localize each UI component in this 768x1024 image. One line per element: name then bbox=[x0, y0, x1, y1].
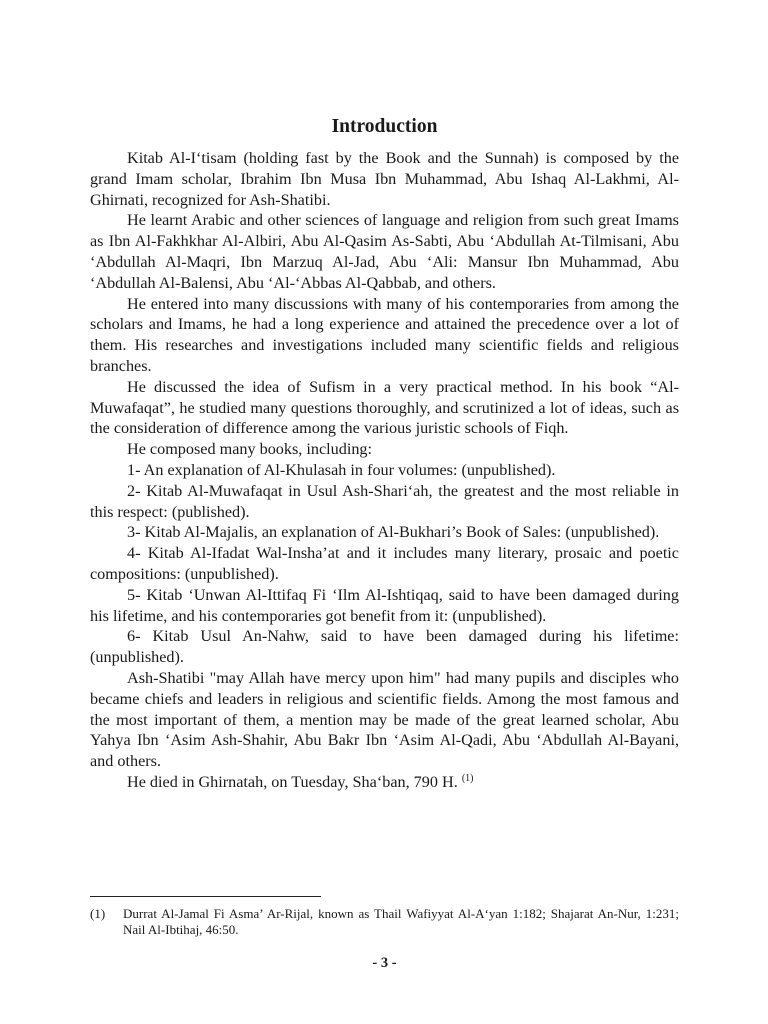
book-item-5: 5- Kitab ‘Unwan Al-Ittifaq Fi ‘Ilm Al-Ishtiqaq, said to have been damaged during his lifetime, and his contemporaries got benefit from it: (unpublished). bbox=[90, 585, 679, 625]
paragraph-discussions: He entered into many discussions with many of his contemporaries from among the scholars and Imams, he had a long experience and attained the precedence over a lot of them. His researches and investigations included many scientific fields and religious branches. bbox=[90, 294, 679, 375]
paragraph-teachers: He learnt Arabic and other sciences of language and religion from such great Imams as Ibn Al-Fakhkhar Al-Albiri, Abu Al-Qasim As-Sabti, Abu ‘Abdullah At-Tilmisani, Abu ‘Abdullah Al-Maqri, Ibn Marzuq Al-Jad, Abu ‘Ali: Mansur Ibn Muhammad, Abu ‘Abdullah Al-Balensi, Abu ‘Al-‘Abbas Al-Qabbab, and others. bbox=[90, 211, 679, 292]
paragraph-death bbox=[90, 772, 679, 793]
paragraph-pupils: Ash-Shatibi "may Allah have mercy upon him" had many pupils and disciples who became chiefs and leaders in religious and scientific fields. Among the most famous and the most important of them, a mention may be made of the great learned scholar, Abu Yahya Ibn ‘Asim Ash-Shahir, Abu Bakr Ibn ‘Asim Al-Qadi, Abu ‘Abdullah Al-Bayani, and others. bbox=[90, 668, 679, 771]
body-text bbox=[90, 148, 679, 793]
paragraph-intro: Kitab Al-I‘tisam (holding fast by the Book and the Sunnah) is composed by the grand Imam scholar, Ibrahim Ibn Musa Ibn Muhammad, Abu Ishaq Al-Lakhmi, Al-Ghirnati, recognized for Ash-Shatibi. bbox=[90, 149, 679, 209]
book-item-3: 3- Kitab Al-Majalis, an explanation of Al-Bukhari’s Book of Sales: (unpublished). bbox=[127, 523, 660, 542]
page-number: - 3 - bbox=[372, 955, 397, 971]
paragraph-books-intro: He composed many books, including: bbox=[127, 440, 373, 459]
footnote-text: Durrat Al-Jamal Fi Asma’ Ar-Rijal, known as Thail Wafiyyat Al-A‘yan 1:182; Shajarat An-Nur, 1:231; Nail Al-Ibtihaj, 46:50. bbox=[123, 906, 679, 937]
book-item-4: 4- Kitab Al-Ifadat Wal-Insha’at and it includes many literary, prosaic and poetic compositions: (unpublished). bbox=[90, 544, 679, 583]
footnote-reference[interactable]: (1) bbox=[461, 772, 474, 784]
footnote-divider bbox=[90, 896, 321, 897]
footnote bbox=[90, 906, 679, 937]
book-item-6: 6- Kitab Usul An-Nahw, said to have been damaged during his lifetime: (unpublished). bbox=[90, 627, 679, 667]
page-title: Introduction bbox=[331, 116, 438, 137]
book-item-2: 2- Kitab Al-Muwafaqat in Usul Ash-Shari‘ah, the greatest and the most reliable in this respect: (published). bbox=[90, 481, 679, 521]
paragraph-sufism: He discussed the idea of Sufism in a very practical method. In his book “Al-Muwafaqat”, he studied many questions thoroughly, and scrutinized a lot of ideas, such as the consideration of difference among the various juristic schools of Fiqh. bbox=[90, 377, 679, 438]
book-item-1: 1- An explanation of Al-Khulasah in four volumes: (unpublished). bbox=[127, 460, 556, 479]
death-text: He died in Ghirnatah, on Tuesday, Sha‘ban, 790 H. bbox=[127, 772, 462, 791]
footnote-mark: (1) bbox=[90, 906, 106, 921]
